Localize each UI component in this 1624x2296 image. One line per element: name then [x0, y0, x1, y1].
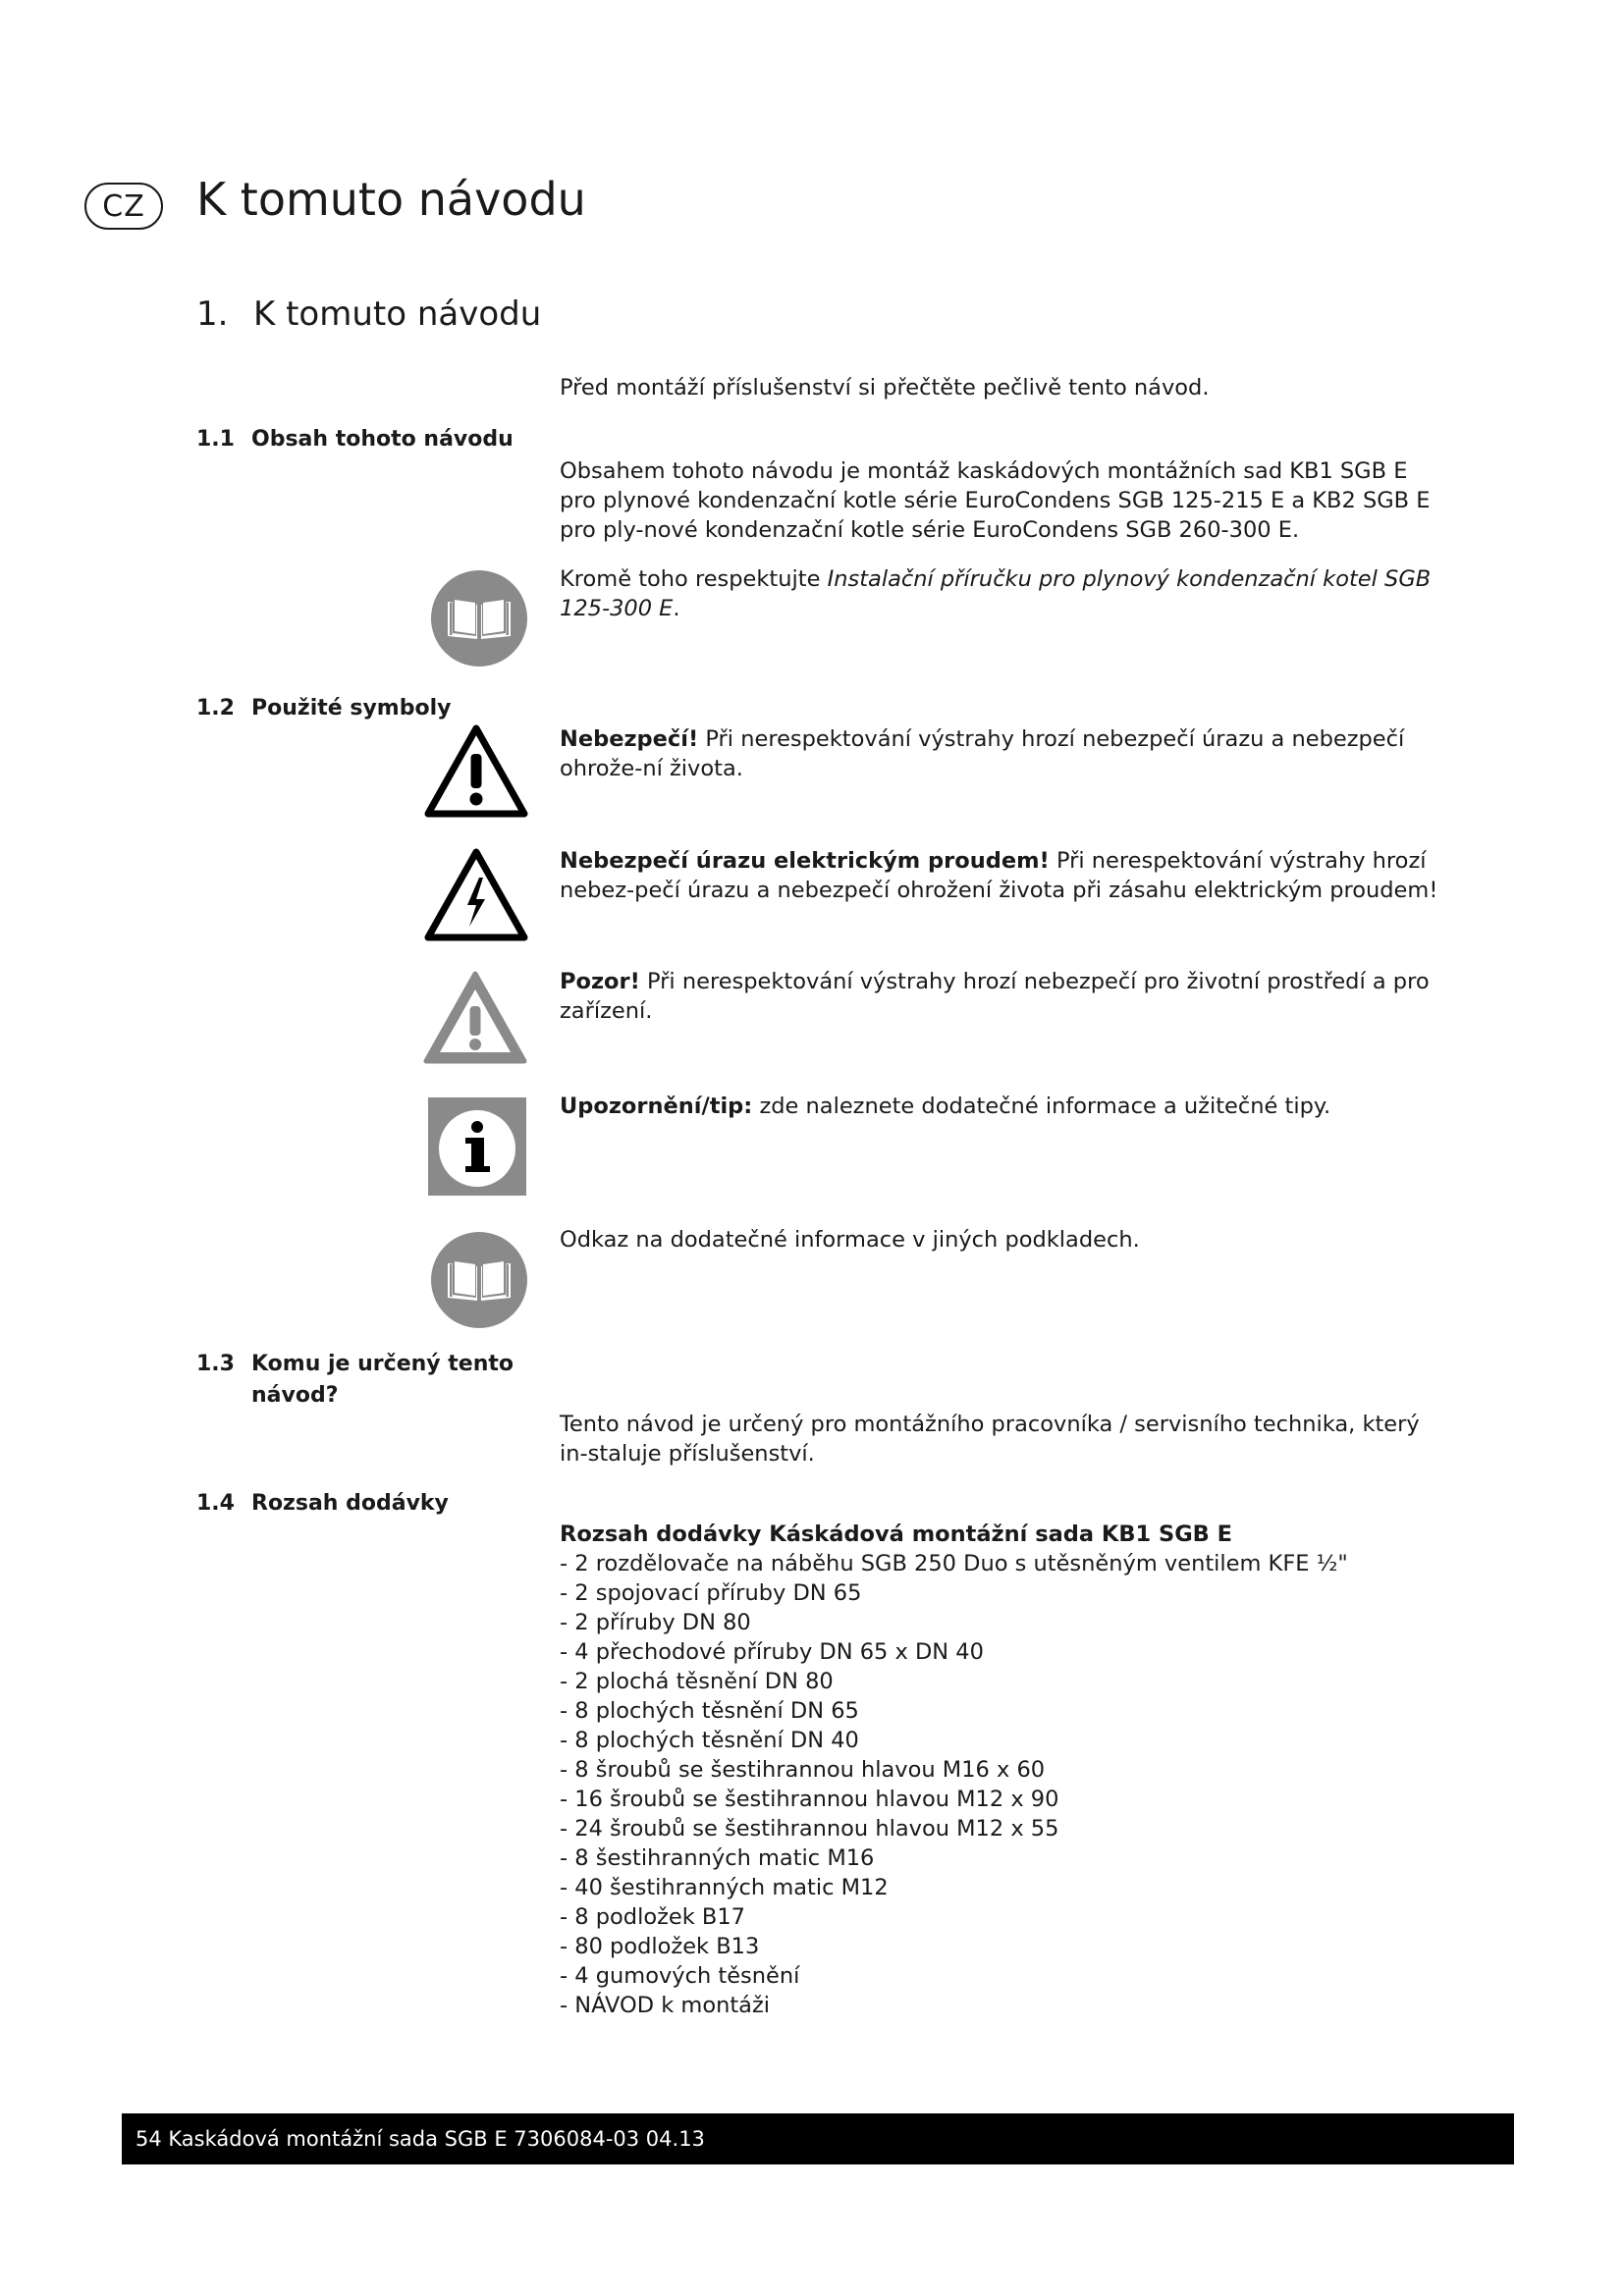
subsection-number: 1.4 [196, 1491, 235, 1516]
list-item: - 16 šroubů se šestihrannou hlavou M12 x 90 [560, 1787, 1059, 1812]
list-item: - 40 šestihranných matic M12 [560, 1875, 889, 1900]
subsection-title: Obsah tohoto návodu [251, 427, 514, 452]
book-reference-icon [430, 1231, 528, 1333]
danger-triangle-icon [424, 724, 528, 823]
delivery-list-title: Rozsah dodávky Káskádová montážní sada KB1 SGB E [560, 1522, 1233, 1547]
subsection-title: Použité symboly [251, 696, 452, 721]
subsection-title-line1: Komu je určený tento [251, 1352, 514, 1376]
section-title: K tomuto návodu [253, 294, 542, 334]
symbol-label: Nebezpečí! [560, 726, 699, 752]
reference-document-title: Instalační příručku pro plynový kondenzační kotel SGB 125-300 E [560, 566, 1432, 621]
intro-text: Před montáží příslušenství si přečtěte pečlivě tento návod. [560, 375, 1210, 400]
symbol-text-reference [560, 1225, 1438, 1255]
symbol-text-electric [560, 846, 1438, 905]
page-title: K tomuto návodu [196, 173, 586, 226]
list-item: - 2 spojovací příruby DN 65 [560, 1580, 862, 1606]
list-item: - 2 plochá těsnění DN 80 [560, 1669, 834, 1694]
subsection-number: 1.2 [196, 696, 235, 721]
list-item: - 8 plochých těsnění DN 40 [560, 1728, 859, 1753]
subsection-title-line2: návod? [251, 1383, 339, 1408]
list-item: - 8 podložek B17 [560, 1904, 745, 1930]
reference-text-1-1 [560, 564, 1438, 623]
symbol-description: Při nerespektování výstrahy hrozí nebez-pečí úrazu a nebezpečí ohrožení života při zásahu elektrickým proudem! [560, 848, 1438, 903]
list-item: - 4 přechodové příruby DN 65 x DN 40 [560, 1639, 984, 1665]
symbol-description: Při nerespektování výstrahy hrozí nebezpečí úrazu a nebezpečí ohrože-ní života. [560, 726, 1405, 781]
list-item: - 2 rozdělovače na náběhu SGB 250 Duo s utěsněným ventilem KFE ½" [560, 1551, 1348, 1576]
list-item: - 4 gumových těsnění [560, 1963, 800, 1989]
list-item: - 8 šroubů se šestihrannou hlavou M16 x 60 [560, 1757, 1046, 1783]
section-heading [196, 294, 541, 334]
symbol-description: Při nerespektování výstrahy hrozí nebezpečí pro životní prostředí a pro zařízení. [560, 969, 1430, 1024]
list-item: - 2 příruby DN 80 [560, 1610, 751, 1635]
language-badge: CZ [84, 183, 163, 230]
symbol-text-caution [560, 967, 1438, 1026]
symbol-label: Pozor! [560, 969, 640, 994]
list-item: - 8 šestihranných matic M16 [560, 1845, 875, 1871]
list-item: - 24 šroubů se šestihrannou hlavou M12 x 55 [560, 1816, 1059, 1842]
reference-prefix: Kromě toho respektujte [560, 566, 828, 592]
subsection-number: 1.1 [196, 427, 235, 452]
info-icon [428, 1097, 526, 1200]
content-text-1-3: Tento návod je určený pro montážního pracovníka / servisního technika, který in-staluje příslušenství. [560, 1412, 1420, 1467]
electric-hazard-icon [424, 848, 528, 946]
delivery-list [560, 1549, 1348, 2020]
symbol-label: Nebezpečí úrazu elektrickým proudem! [560, 848, 1050, 874]
content-text-1-1: Obsahem tohoto návodu je montáž kaskádových montážních sad KB1 SGB E pro plynové kondenzační kotle série EuroCondens SGB 125-215 E a KB2 SGB E pro ply-nové kondenzační kotle série EuroCondens SGB 260-300 E. [560, 458, 1431, 543]
subsection-title: Rozsah dodávky [251, 1491, 449, 1516]
reference-suffix: . [673, 596, 680, 621]
subsection-number: 1.3 [196, 1352, 235, 1376]
page-footer: 54 Kaskádová montážní sada SGB E 7306084-03 04.13 [122, 2113, 1514, 2164]
book-reference-icon [430, 569, 528, 671]
list-item: - 80 podložek B13 [560, 1934, 760, 1959]
symbol-label: Upozornění/tip: [560, 1094, 753, 1119]
list-item: - NÁVOD k montáži [560, 1993, 771, 2018]
symbol-description: Odkaz na dodatečné informace v jiných podkladech. [560, 1227, 1140, 1253]
symbol-description: zde naleznete dodatečné informace a užitečné tipy. [752, 1094, 1331, 1119]
section-number: 1. [196, 294, 229, 334]
caution-triangle-icon [422, 970, 528, 1070]
list-item: - 8 plochých těsnění DN 65 [560, 1698, 859, 1724]
symbol-text-danger [560, 724, 1438, 783]
symbol-text-info [560, 1092, 1438, 1121]
